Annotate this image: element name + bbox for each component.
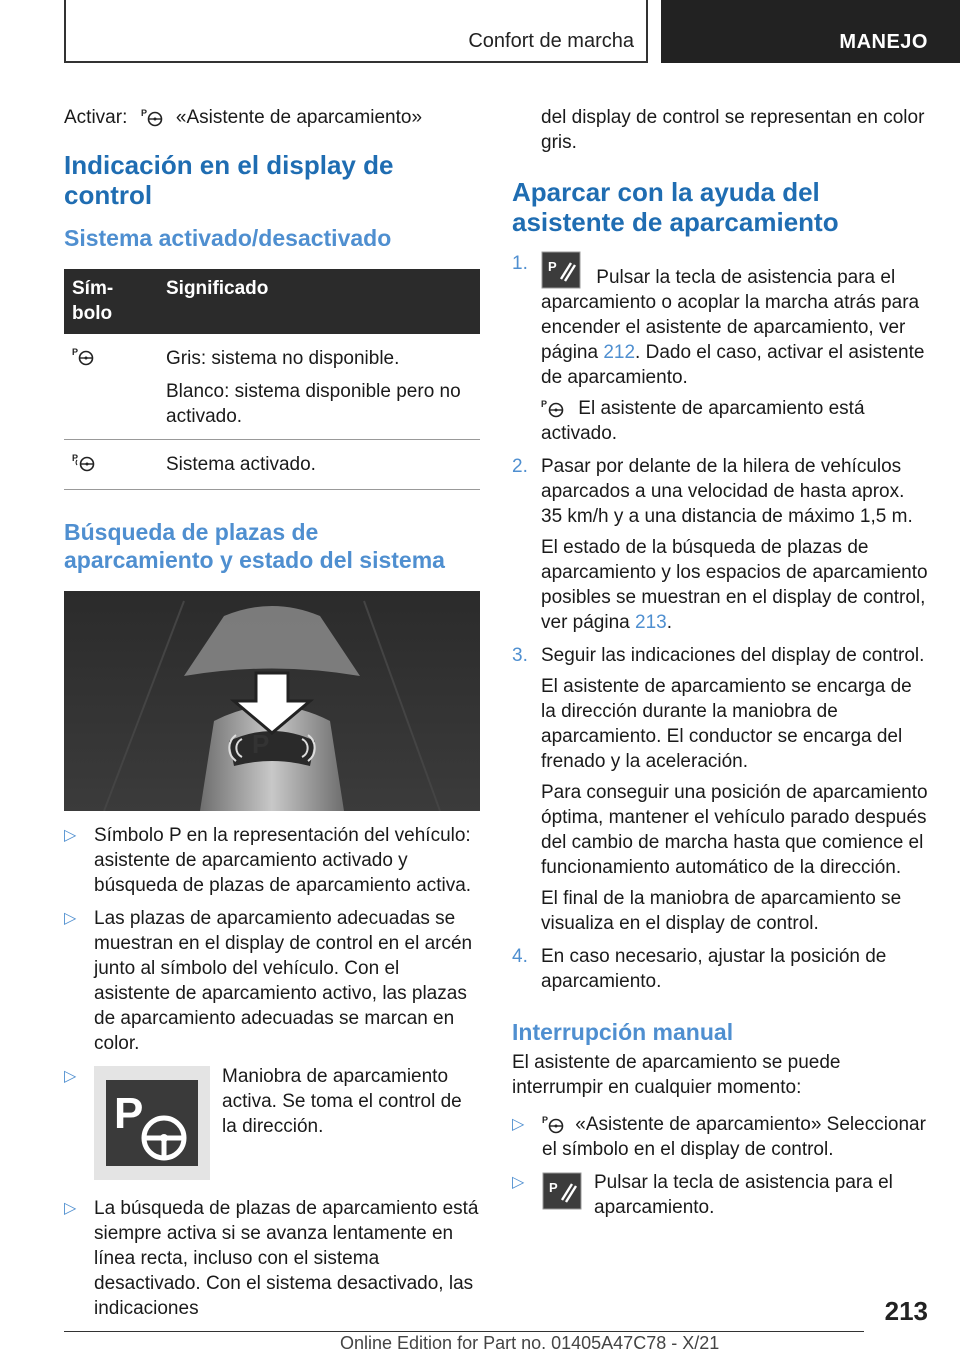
svg-text:P: P <box>542 1115 549 1125</box>
col-symbol-header: Sím- bolo <box>64 269 158 334</box>
table-header-row <box>64 269 480 334</box>
header-chapter <box>661 0 960 63</box>
table-row <box>64 440 480 490</box>
svg-text:P: P <box>72 453 79 463</box>
step-4: 4. En caso necesario, ajustar la posición de aparcamiento. <box>512 946 887 992</box>
assist-button-icon <box>542 1172 582 1210</box>
badge-p-letter: P <box>114 1089 144 1138</box>
svg-text:P: P <box>140 108 147 118</box>
bullet-icon: ▷ <box>64 910 77 927</box>
svg-text:P: P <box>72 347 79 357</box>
search-status-heading: Búsqueda de plazas de aparcamiento y estado del sistema <box>64 519 445 573</box>
display-photo <box>64 591 480 811</box>
bullet-icon: ▷ <box>512 1174 525 1191</box>
right-column <box>512 100 928 1228</box>
table-row <box>64 334 480 440</box>
bullet-icon: ▷ <box>64 827 77 844</box>
footer-edition: Online Edition for Part no. 01405A47C78 - X/21 <box>340 1333 720 1353</box>
header-section <box>64 0 648 63</box>
interruption-intro: El asistente de aparcamiento se puede interrumpir en cualquier momento: <box>512 1052 841 1098</box>
photo-p-symbol: P <box>252 729 270 759</box>
meaning-text: Blanco: sistema disponible pero no activado. <box>166 381 461 427</box>
parking-heading: Aparcar con la ayuda del asistente de aparcamiento <box>512 177 839 237</box>
display-heading: Indicación en el display de control <box>64 150 394 210</box>
page-number: 213 <box>884 1296 928 1326</box>
header-chapter-title: MANEJO <box>839 31 928 53</box>
assist-button-icon <box>541 251 581 289</box>
list-item: ▷ Las plazas de aparcamiento adecuadas se muestran en el display de control en el arcén junto al símbolo del vehículo. Con el asistente de aparcamiento activo, las plazas de aparcamiento adecuadas se marcan en color. <box>64 908 473 1054</box>
page-link[interactable]: 213 <box>635 612 667 633</box>
parking-assistant-icon <box>72 346 94 366</box>
footer-divider <box>64 1331 864 1332</box>
list-item: ▷ Símbolo P en la representación del vehículo: asistente de aparcamiento activado y búsqueda de plazas de aparcamiento activa. <box>64 825 472 896</box>
step-3: 3. Seguir las indicaciones del display de control. El asistente de aparcamiento se encarga de la dirección durante la maniobra de aparcamiento. El conductor se encarga del frenado y la aceleración. Para conseguir una posición de aparcamiento óptima, mantener el vehículo parado después del cambio de marcha hasta que comience el funcionamiento automático de la dirección. El final de la maniobra de aparcamiento se visualiza en el display de control. <box>512 645 928 934</box>
bullet-icon: ▷ <box>64 1200 77 1217</box>
parking-assistant-active-icon <box>72 452 96 472</box>
svg-text:P: P <box>541 399 548 409</box>
list-item: ▷ La búsqueda de plazas de aparcamiento está siempre activa si se avanza lentamente en línea recta, incluso con el sistema desactivado. Con el sistema desactivado, las indicaciones <box>64 1198 479 1319</box>
interruption-heading: Interrupción manual <box>512 1019 734 1045</box>
svg-text:P: P <box>548 259 557 274</box>
parking-assistant-icon <box>141 107 163 127</box>
search-bullets <box>64 823 480 1321</box>
system-status-heading: Sistema activado/desactivado <box>64 225 392 251</box>
step-2: 2. Pasar por delante de la hilera de vehículos aparcados a una velocidad de hasta aprox. 35 km/h y a una distancia de máximo 1,5 m. El estado de la búsqueda de plazas de aparcamiento y los espacios de aparcamiento posibles se muestran en el display de control, ver página 213. <box>512 456 928 633</box>
list-item: ▷ P «Asistente de aparcamiento» Seleccionar el símbolo en el display de control. <box>512 1114 926 1160</box>
list-item: ▷ P Maniobra de aparcamiento activa. Se toma el control de la dirección. <box>64 1064 480 1180</box>
meaning-text: Gris: sistema no disponible. <box>166 348 400 369</box>
left-column <box>64 100 480 1329</box>
header-section-title: Confort de marcha <box>468 30 634 52</box>
parking-assistant-icon <box>542 1114 564 1134</box>
parking-assistant-active-icon <box>541 398 565 418</box>
steering-badge-icon <box>94 1066 210 1180</box>
meaning-text: Sistema activado. <box>166 454 316 475</box>
symbol-table <box>64 269 480 490</box>
continued-text: del display de control se representan en color gris. <box>541 107 925 153</box>
activate-line: Activar: P «Asistente de aparcamiento» <box>64 107 423 128</box>
step-1: 1. P Pulsar la tecla de asistencia para el aparcamiento o acoplar la marcha atrás para encender el asistente de aparcamiento, ver página 212. Dado el caso, activar el asistente de aparcamiento. P El asistente de aparcamiento está activado. <box>512 253 925 444</box>
svg-text:P: P <box>549 1180 558 1195</box>
col-meaning-header: Significado <box>158 269 480 334</box>
bullet-icon: ▷ <box>512 1116 525 1133</box>
list-item: ▷ P Pulsar la tecla de asistencia para el aparcamiento. <box>512 1172 893 1218</box>
page-link[interactable]: 212 <box>603 342 636 363</box>
bullet-icon: ▷ <box>64 1068 77 1085</box>
interruption-bullets <box>512 1112 928 1220</box>
